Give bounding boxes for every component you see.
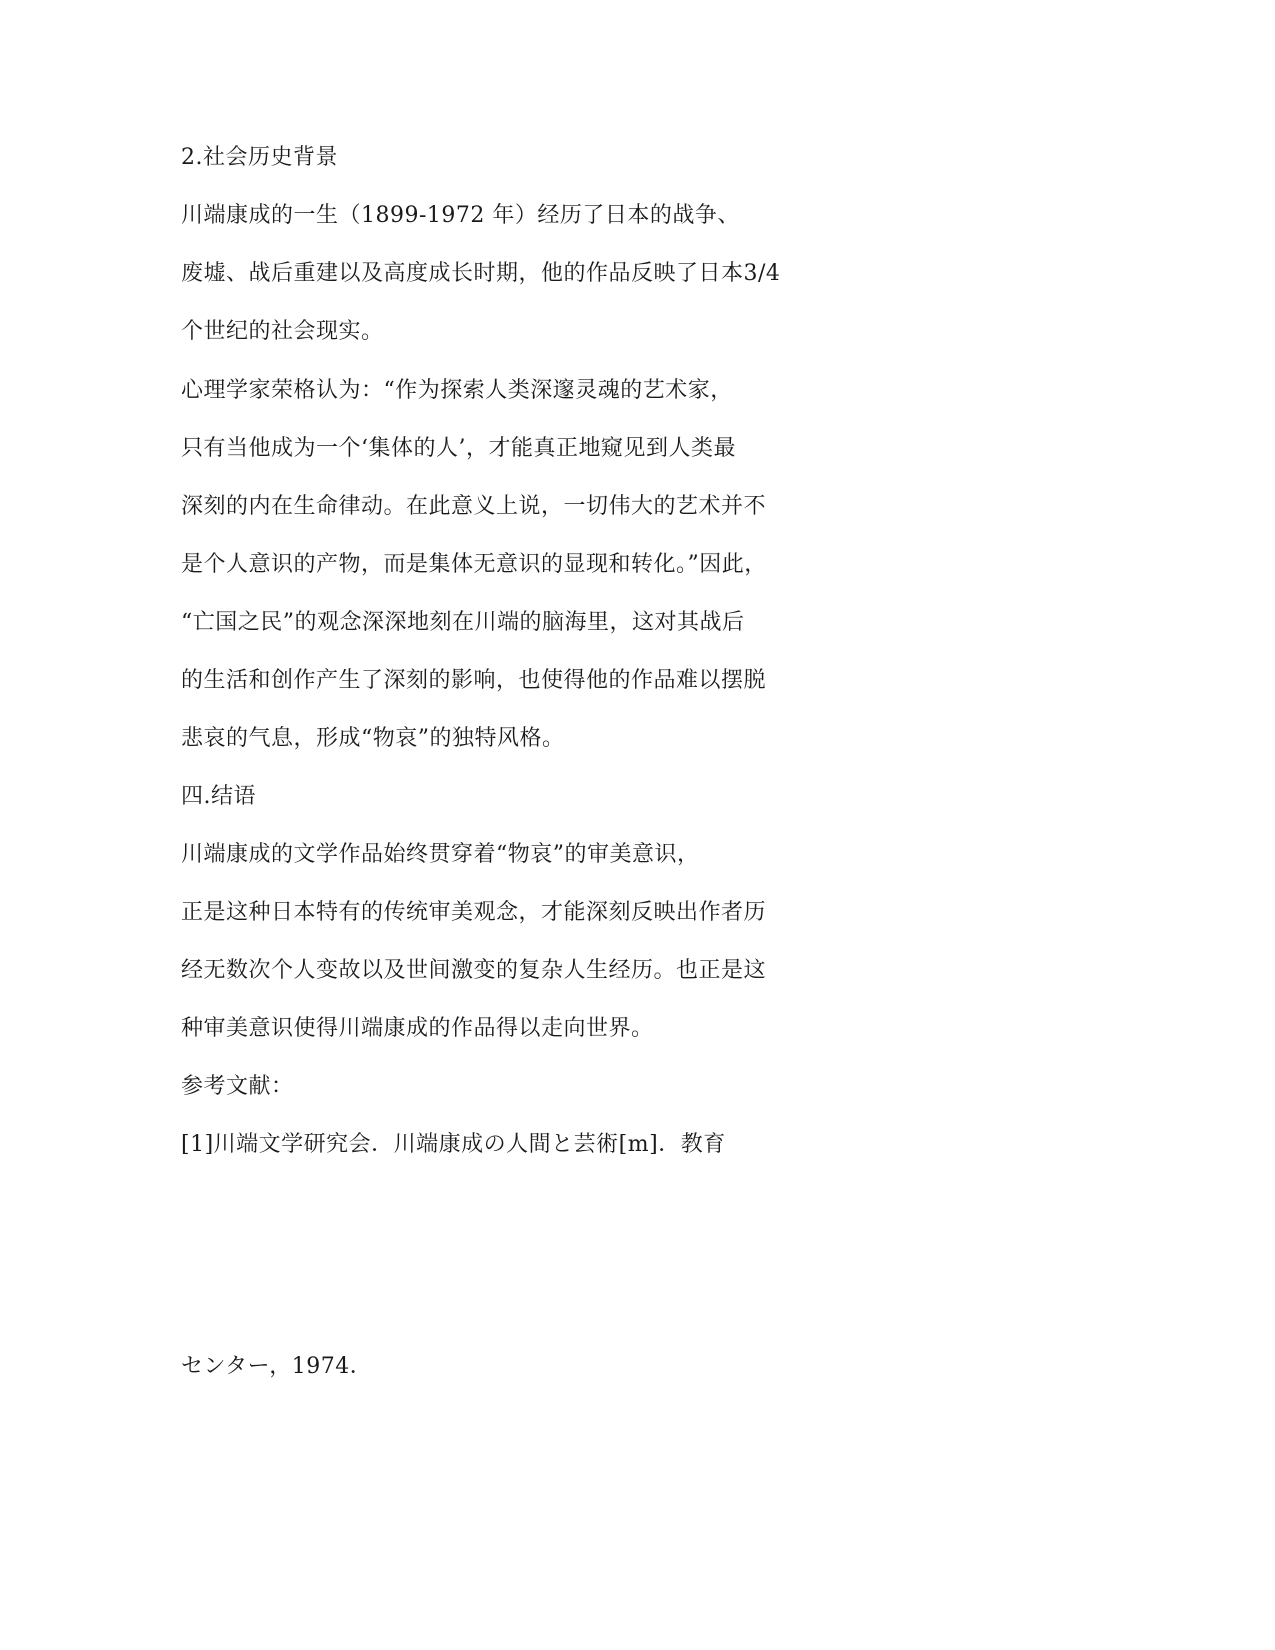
- references-heading: 参考文献：: [181, 1074, 294, 1099]
- paragraph-line: 深刻的内在生命律动。在此意义上说，一切伟大的艺术并不: [181, 494, 767, 519]
- paragraph-line: 是个人意识的产物，而是集体无意识的显现和转化。”因此，: [181, 552, 767, 577]
- section-heading-social-history: 2.社会历史背景: [181, 145, 338, 170]
- paragraph-line: 个世纪的社会现实。: [181, 319, 384, 344]
- section-heading-conclusion: 四.结语: [181, 784, 256, 809]
- paragraph-line: 心理学家荣格认为：“作为探索人类深邃灵魂的艺术家，: [181, 378, 733, 403]
- paragraph-line: 悲哀的气息，形成“物哀”的独特风格。: [181, 726, 565, 751]
- paragraph-line: 废墟、战后重建以及高度成长时期，他的作品反映了日本3/4: [181, 261, 781, 286]
- reference-entry-continued: センター，1974．: [181, 1354, 373, 1379]
- paragraph-line: “亡国之民”的观念深深地刻在川端的脑海里，这对其战后: [181, 610, 745, 635]
- paragraph-line: 川端康成的文学作品始终贯穿着“物哀”的审美意识，: [181, 842, 700, 867]
- paragraph-line: 只有当他成为一个‘集体的人’，才能真正地窥见到人类最: [181, 436, 736, 461]
- paragraph-line: 种审美意识使得川端康成的作品得以走向世界。: [181, 1016, 654, 1041]
- reference-entry: [1]川端文学研究会．川端康成の人間と芸術[m]．教育: [181, 1132, 726, 1157]
- paragraph-line: 川端康成的一生（1899-1972 年）经历了日本的战争、: [181, 203, 740, 228]
- paragraph-line: 经无数次个人变故以及世间激变的复杂人生经历。也正是这: [181, 958, 767, 983]
- paragraph-line: 的生活和创作产生了深刻的影响，也使得他的作品难以摆脱: [181, 668, 767, 693]
- paragraph-line: 正是这种日本特有的传统审美观念，才能深刻反映出作者历: [181, 900, 767, 925]
